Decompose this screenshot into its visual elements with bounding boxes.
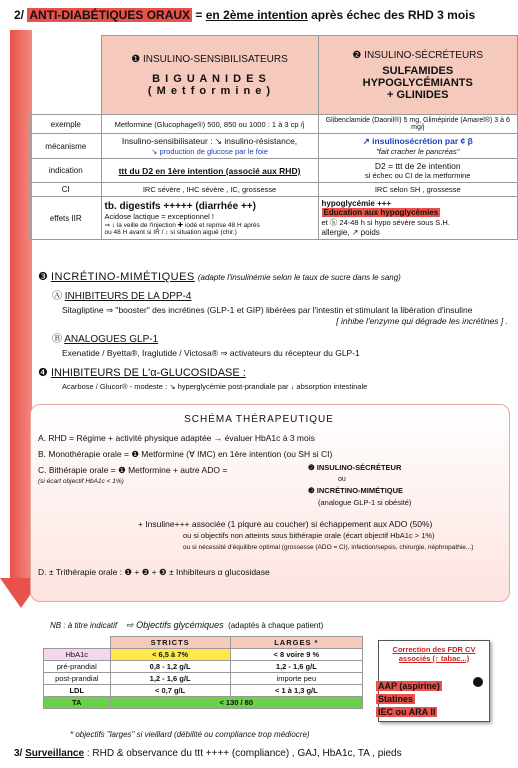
objectifs-table: STRICTS LARGES * HbA1c < 6,5 à 7% < 8 voire 9 % pré-prandial 0,8 - 1,2 g/L 1,2 - 1,6 g/L post-prandial 1,2 - 1,6 g/L importe peu LDL < 0,7 g/L < 1 à 1,3 g/L TA < 130 / 80 (43, 636, 363, 709)
section-number: 2/ (14, 8, 25, 22)
schema-c-note: (si écart objectif HbA1c < 1%) (38, 478, 124, 485)
row-indication: indication ttt du D2 en 1ère intention (associé aux RHD) D2 = ttt de 2e intention si échec ou CI de la metformine (31, 159, 518, 183)
row-exemple: exemple Metformine (Glucophage®) 500, 850 ou 1000 : 1 à 3 cp /j Glibenclamide (Daonil®) 5 mg, Glimépiride (Amarel®) 3 à 6 mg/j (31, 115, 518, 134)
fdr-items: AAP (aspirine) Statines IEC ou ARA II (378, 681, 440, 717)
schema-c-opt2: ❸ INCRÉTINO-MIMÉTIQUE (308, 486, 404, 495)
schema-c: C. Bithérapie orale = ❶ Metformine + autre ADO = (38, 465, 228, 475)
schema-content: A. RHD = Régime + activité physique adaptée → évaluer HbA1c à 3 mois B. Monothérapie orale = ❶ Metformine (∀ IMC) en 1ère intention (ou SH si CI) C. Bithérapie orale = ❶ Metformine + autre ADO = (si écart objectif HbA1c < 1%) ❷ INSULINO-SÉCRÉTEUR ou ❸ INCRÉTINO-MIMÉTIQUE (analogue GLP-1 si obésité) + Insuline+++ associée (1 piqure au coucher) si échappement aux ADO (50%) ou si objectifs non atteints sous bithérapie orale (écart objectif HbA1c > 1%) ou si nécessité d'équilibre optimal (grossesse (ADO = CI), infection/sepsis, chirurgie, néphropathie...) D. ± Trithérapie orale : ❶ + ❷ + ❸ ± Inhibiteurs α glucosidase (38, 432, 503, 578)
surveillance: 3/ Surveillance : RHD & observance du ttt ++++ (compliance) , GAJ, HbA1c, TA , pieds (14, 748, 402, 759)
schema-title: SCHÉMA THÉRAPEUTIQUE (184, 414, 334, 425)
row-mecanisme: mécanisme Insulino-sensibilisateur : ↘ insulino-résistance, ↘ production de glucose par le foie ↗ insulinosécrétion par ¢ β "fait cracher le pancréas" (31, 134, 518, 159)
row-ci: CI IRC sévère , IHC sévère , IC, grossesse IRC selon SH , grossesse (31, 183, 518, 197)
section-header (14, 8, 475, 22)
schema-c-opt1: ❷ INSULINO-SÉCRÉTEUR (308, 463, 402, 472)
col-sensibilisateurs: ❶ INSULINO-SENSIBILISATEURS B I G U A N I D E S ( M e t f o r m i n e ) (101, 36, 318, 115)
section-rest: après échec des RHD 3 mois (311, 8, 476, 22)
schema-a: A. RHD = Régime + activité physique adaptée → évaluer HbA1c à 3 mois (38, 433, 315, 443)
row-effets: effets IIR tb. digestifs +++++ (diarrhée ++) Acidose lactique = exceptionnel ! ⇒ ↕ la veille de l'injection ✚ iodé et reprise 48 H après ou 48 H avant si IR / ↕ si situation aiguë (chir.) hypoglycémie +++ Education aux hypoglycémies et ⓗ 24-48 h si hypo sévère sous S.H. allergie, ↗ poids (31, 197, 518, 240)
section-title: ANTI-DIABÉTIQUES ORAUX (29, 8, 191, 22)
apple-icon (473, 677, 483, 687)
fdr-box: Correction des FDR CV associés (↕ tabac...) (378, 640, 490, 722)
section-second: en 2ème intention (205, 8, 308, 22)
schema-b: B. Monothérapie orale = ❶ Metformine (∀ IMC) en 1ère intention (ou SH si CI) (38, 449, 333, 459)
section-eq: = (195, 8, 203, 22)
therapeutic-arrow (10, 30, 32, 585)
ado-table (30, 35, 518, 240)
objectifs-footnote: * objectifs "larges" si vieillard (débilité ou compliance trop médiocre) (70, 730, 310, 739)
schema-d: D. ± Trithérapie orale : ❶ + ❷ + ❸ ± Inhibiteurs α glucosidase (38, 567, 270, 577)
alpha-section: ❹ INHIBITEURS DE L'α-GLUCOSIDASE : Acarbose / Glucor® - modeste : ↘ hyperglycémie post-prandiale par ↓ absorption intestinale (38, 367, 368, 391)
incretino-section: ❸ INCRÉTINO-MIMÉTIQUES (adapte l'insulinémie selon le taux de sucre dans le sang) Ⓐ INHIBITEURS DE LA DPP-4 Sitagliptine ⇒ "booster" des incrétines (GLP-1 et GIP) libérées par l'intestin et stimulant la libération d'insuline [ inhibe l'enzyme qui dégrade les incrétines ] . Ⓑ ANALOGUES GLP-1 Exenatide / Byetta®, Iraglutide / Victosa® ⇒ activateurs du récepteur du GLP-1 (38, 271, 508, 358)
col-secreteurs: ❷ INSULINO-SÉCRÉTEURS SULFAMIDES HYPOGLYCÉMIANTS + GLINIDES (318, 36, 518, 115)
objectifs-header: NB : à titre indicatif ⇨ Objectifs glycémiques (adaptés à chaque patient) (50, 620, 324, 630)
schema-insuline: + Insuline+++ associée (1 piqure au coucher) si échappement aux ADO (50%) (138, 519, 433, 529)
